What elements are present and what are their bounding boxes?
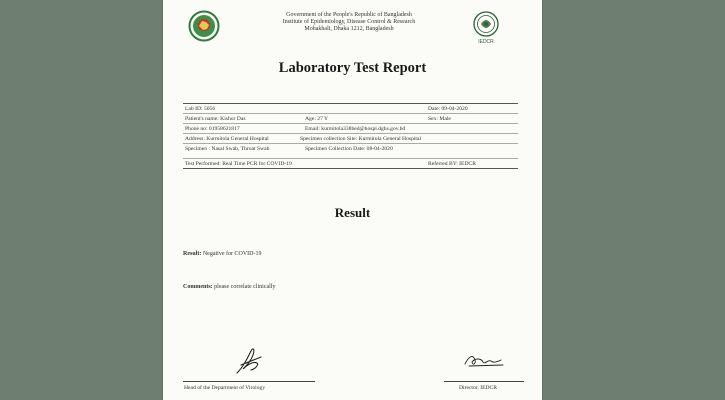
director-signature-icon (463, 350, 507, 370)
header-line-2: Institute of Epidemiology, Disease Control & Research (282, 19, 416, 25)
phone-number: Phone no: 01958621817 (185, 125, 240, 132)
bangladesh-govt-logo-icon (187, 10, 221, 42)
specimen-collection-site: Specimen collection Site: Kurmitola General Hospital (300, 135, 422, 142)
patient-sex: Sex: Male (428, 115, 451, 122)
patient-age: Age: 27 Y (305, 115, 329, 122)
result-value: Negative for COVID-19 (201, 251, 262, 257)
virology-head-signature-icon (233, 343, 269, 377)
right-signature-line (444, 381, 524, 382)
result-line (183, 251, 262, 257)
referred-by: Referred BY: IEDCR (428, 160, 476, 167)
patient-name: Patient's name: Kishor Das (185, 115, 246, 122)
result-heading: Result (334, 205, 371, 220)
iedcr-logo-icon (471, 11, 501, 45)
table-row (183, 124, 518, 134)
comments-label: Comments: (183, 284, 213, 290)
table-row (183, 104, 518, 114)
specimen-collection-date: Specimen Collection Date: 08-04-2020 (305, 145, 393, 152)
test-performed: Test Performed: Real Time PCR for COVID-19 (185, 160, 292, 167)
email-address: Email: kurmitola338bed@hospi.dghs.gov.bd (305, 125, 406, 132)
header-line-3: Mohakhali, Dhaka 1212, Bangladesh (304, 26, 394, 32)
report-date: Date: 09-04-2020 (428, 105, 468, 112)
header-line-1: Government of the People's Republic of Bangladesh (286, 12, 412, 18)
table-row (183, 144, 518, 159)
comments-value: please correlate clinically (212, 284, 276, 290)
comments-line (183, 284, 275, 290)
left-signature-label: Head of the Department of Virology (184, 385, 266, 391)
address: Address: Kurmitola General Hospital (185, 135, 269, 142)
table-row (183, 134, 518, 144)
specimen-type: Specimen : Nasal Swab, Throat Swab (185, 145, 270, 152)
table-row (183, 159, 518, 168)
govt-header (233, 12, 465, 33)
lab-id: Lab ID: 5056 (185, 105, 216, 112)
result-label: Result: (183, 251, 202, 257)
report-title: Laboratory Test Report (278, 60, 427, 76)
left-signature-line (183, 381, 315, 382)
patient-details-table (183, 103, 518, 169)
report-page (163, 0, 542, 400)
right-signature-label: Director, IEDCR (459, 385, 497, 391)
table-row (183, 114, 518, 124)
iedcr-logo-caption: IEDCR (478, 39, 494, 45)
